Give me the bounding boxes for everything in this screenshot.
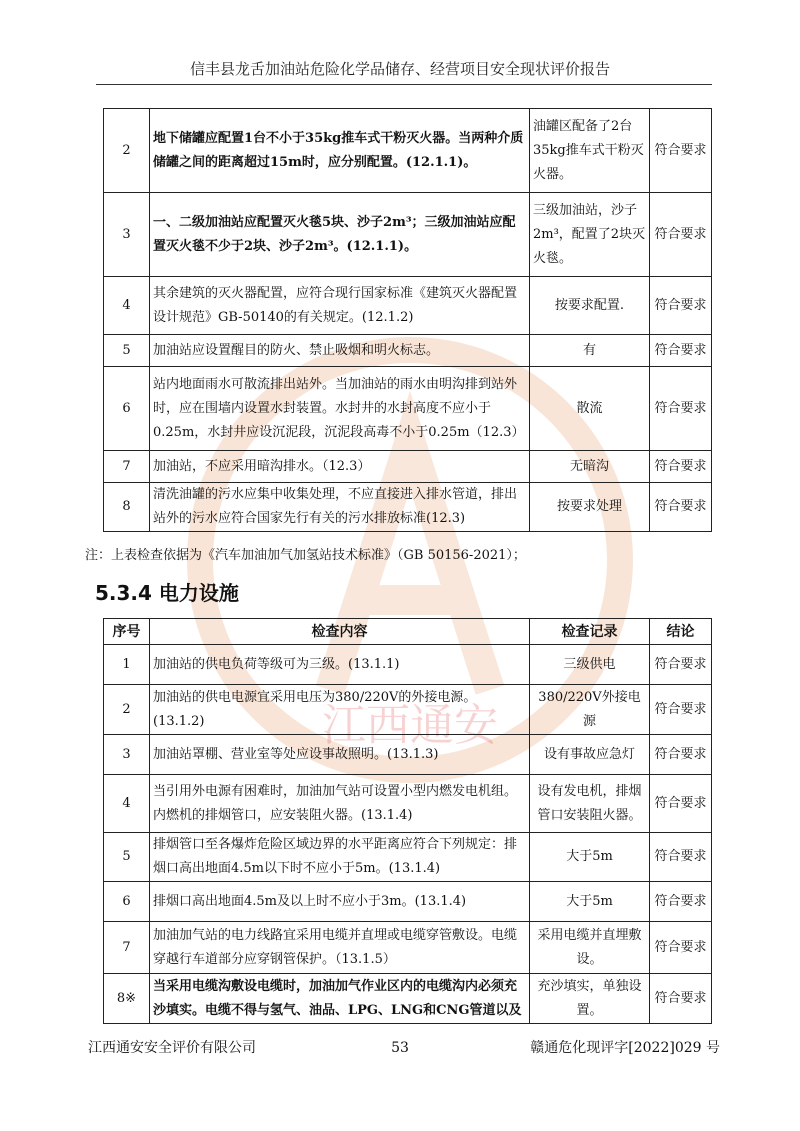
row-content: 当采用电缆沟敷设电缆时，加油加气作业区内的电缆沟内必须充沙填实。电缆不得与氢气、油品、LPG、LNG和CNG管道以及 <box>150 974 530 1024</box>
row-content: 加油加气站的电力线路宜采用电缆并直埋或电缆穿管敷设。电缆穿越行车道部分应穿钢管保护。（13.1.5） <box>150 922 530 974</box>
footer-company: 江西通安安全评价有限公司 <box>88 1040 256 1056</box>
row-record: 无暗沟 <box>530 451 650 483</box>
row-result: 符合要求 <box>650 483 712 532</box>
row-record: 设有发电机，排烟管口安装阻火器。 <box>530 775 650 833</box>
row-record: 按要求配置. <box>530 277 650 335</box>
row-record: 有 <box>530 335 650 367</box>
row-result: 符合要求 <box>650 735 712 775</box>
table-row <box>104 367 712 451</box>
table-row <box>104 277 712 335</box>
row-record: 按要求处理 <box>530 483 650 532</box>
row-result: 符合要求 <box>650 775 712 833</box>
row-content: 其余建筑的灭火器配置，应符合现行国家标准《建筑灭火器配置设计规范》GB-50140的有关规定。(12.1.2) <box>150 277 530 335</box>
table-row <box>104 645 712 685</box>
row-number: 1 <box>104 645 150 685</box>
footer-page-number: 53 <box>391 1040 409 1056</box>
row-content: 地下储罐应配置1台不小于35kg推车式干粉灭火器。当两种介质储罐之间的距离超过15m时，应分别配置。(12.1.1)。 <box>150 109 530 193</box>
header-no: 序号 <box>104 619 150 645</box>
table-row <box>104 483 712 532</box>
row-number: 7 <box>104 922 150 974</box>
row-number: 2 <box>104 109 150 193</box>
row-record: 380/220V外接电源 <box>530 685 650 735</box>
row-content: 加油站的供电负荷等级可为三级。(13.1.1) <box>150 645 530 685</box>
table-row <box>104 109 712 193</box>
row-result: 符合要求 <box>650 335 712 367</box>
header-record: 检查记录 <box>530 619 650 645</box>
row-result: 符合要求 <box>650 451 712 483</box>
table-row <box>104 833 712 882</box>
row-result: 符合要求 <box>650 974 712 1024</box>
row-number: 5 <box>104 335 150 367</box>
row-record: 大于5m <box>530 882 650 922</box>
row-result: 符合要求 <box>650 685 712 735</box>
row-content: 加油站罩棚、营业室等处应设事故照明。(13.1.3) <box>150 735 530 775</box>
row-content: 当引用外电源有困难时，加油加气站可设置小型内燃发电机组。内燃机的排烟管口，应安装阻火器。(13.1.4) <box>150 775 530 833</box>
fire-safety-table <box>103 108 712 532</box>
row-result: 符合要求 <box>650 193 712 277</box>
row-record: 采用电缆并直埋敷设。 <box>530 922 650 974</box>
row-number: 3 <box>104 193 150 277</box>
row-number: 2 <box>104 685 150 735</box>
power-facilities-table <box>103 618 712 1024</box>
section-title: 5.3.4 电力设施 <box>95 581 239 605</box>
table-row <box>104 974 712 1024</box>
row-record: 设有事故应急灯 <box>530 735 650 775</box>
row-number: 6 <box>104 367 150 451</box>
row-number: 4 <box>104 277 150 335</box>
row-content: 一、二级加油站应配置灭火毯5块、沙子2m³；三级加油站应配置灭火毯不少于2块、沙子2m³。(12.1.1)。 <box>150 193 530 277</box>
row-record: 三级加油站，沙子2m³，配置了2块灭火毯。 <box>530 193 650 277</box>
header-content: 检查内容 <box>150 619 530 645</box>
table-row <box>104 882 712 922</box>
row-record: 散流 <box>530 367 650 451</box>
row-result: 符合要求 <box>650 109 712 193</box>
watermark-stamp-text: 江西通安 <box>322 700 498 751</box>
row-record: 充沙填实，单独设置。 <box>530 974 650 1024</box>
table-row <box>104 685 712 735</box>
row-content: 站内地面雨水可散流排出站外。当加油站的雨水由明沟排到站外时，应在围墙内设置水封装置。水封井的水封高度不应小于0.25m，水封井应设沉泥段，沉泥段高毒不小于0.25m（12.3） <box>150 367 530 451</box>
row-record: 油罐区配备了2台35kg推车式干粉灭火器。 <box>530 109 650 193</box>
table-row <box>104 451 712 483</box>
row-number: 8 <box>104 483 150 532</box>
page-header: 信丰县龙舌加油站危险化学品储存、经营项目安全现状评价报告 <box>189 60 610 78</box>
table-row <box>104 335 712 367</box>
table-note: 注：上表检查依据为《汽车加油加气加氢站技术标准》（GB 50156-2021）； <box>85 548 526 563</box>
table-row <box>104 193 712 277</box>
footer-doc-number: 赣通危化现评字[2022]029 号 <box>530 1040 720 1056</box>
table-header-row <box>104 619 712 645</box>
row-number: 6 <box>104 882 150 922</box>
row-content: 排烟管口至各爆炸危险区域边界的水平距离应符合下列规定：排烟口高出地面4.5m以下时不应小于5m。(13.1.4) <box>150 833 530 882</box>
row-number: 7 <box>104 451 150 483</box>
row-content: 加油站的供电电源宜采用电压为380/220V的外接电源。(13.1.2) <box>150 685 530 735</box>
header-result: 结论 <box>650 619 712 645</box>
row-result: 符合要求 <box>650 645 712 685</box>
table-row <box>104 775 712 833</box>
row-result: 符合要求 <box>650 833 712 882</box>
row-content: 加油站，不应采用暗沟排水。（12.3） <box>150 451 530 483</box>
row-number: 3 <box>104 735 150 775</box>
table-row <box>104 735 712 775</box>
row-record: 大于5m <box>530 833 650 882</box>
row-result: 符合要求 <box>650 922 712 974</box>
row-record: 三级供电 <box>530 645 650 685</box>
header-rule <box>96 84 712 85</box>
row-number: 8※ <box>104 974 150 1024</box>
table-row <box>104 922 712 974</box>
row-result: 符合要求 <box>650 367 712 451</box>
row-number: 5 <box>104 833 150 882</box>
row-content: 排烟口高出地面4.5m及以上时不应小于3m。(13.1.4) <box>150 882 530 922</box>
row-result: 符合要求 <box>650 882 712 922</box>
row-result: 符合要求 <box>650 277 712 335</box>
row-number: 4 <box>104 775 150 833</box>
row-content: 加油站应设置醒目的防火、禁止吸烟和明火标志。 <box>150 335 530 367</box>
row-content: 清洗油罐的污水应集中收集处理，不应直接进入排水管道，排出站外的污水应符合国家先行有关的污水排放标准(12.3) <box>150 483 530 532</box>
